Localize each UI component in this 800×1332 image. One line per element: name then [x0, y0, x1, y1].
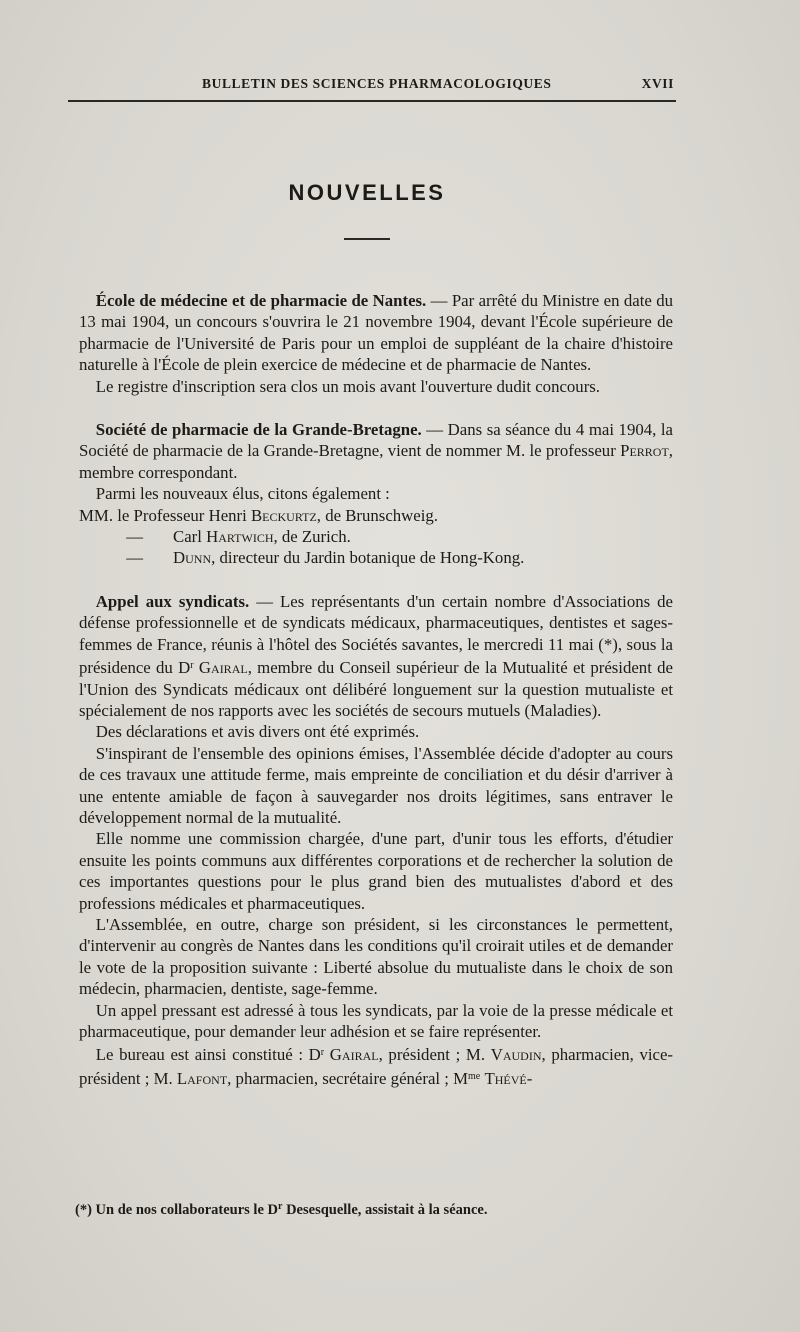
paragraph-text: Le registre d'inscription sera clos un mois avant l'ouverture dudit concours. [95, 376, 601, 396]
section-title: NOUVELLES [288, 180, 446, 205]
paragraph-text: , pharmacien, vice-président ; M. [79, 1045, 673, 1088]
news-heading-appel: Appel aux syndicats. [95, 591, 250, 611]
person-name: Gairal [329, 1045, 379, 1065]
paragraph-text: — Dans sa séance du 4 mai 1904, la Société de pharmacie de la Grande-Bretagne, vient de nommer M. le professeur [79, 420, 673, 461]
news-text-nantes: — Par arrêté du Ministre en date du 13 mai 1904, un concours s'ouvrira le 21 novembre 1904, devant l'École supérieure de pharmacie de l'Université de Paris pour un emploi de suppléant de la chaire d'histoire naturelle à l'École de plein exercice de médecine et de pharmacie de Nantes. [79, 291, 673, 375]
dash: — [126, 548, 143, 568]
paragraph-text: Un appel pressant est adressé à tous les syndicats, par la voie de la presse médicale et pharmaceutique, pour demander leur adhésion et se faire représenter. [79, 1000, 673, 1041]
news-paragraph [79, 743, 673, 829]
list-item [79, 526, 673, 547]
news-item-gb [79, 419, 673, 483]
footnote-text: Desesquelle, assistait à la séance. [282, 1202, 488, 1218]
paragraph-text: Parmi les nouveaux élus, citons également : [95, 484, 390, 504]
paragraph-text: Elle nomme une commission chargée, d'une part, d'unir tous les efforts, d'étudier ensuite les points communs aux différentes corporations et de rechercher la solution de ces importantes questions pour le plus grand bien des mutualistes d'abord et des professions médicales et pharmaceutiques. [79, 829, 673, 913]
news-item-appel [79, 591, 673, 721]
superscript: r [320, 1047, 325, 1059]
person-name: Gairal [198, 658, 248, 678]
list-item [79, 547, 673, 568]
list-text: Carl [173, 527, 207, 547]
news-paragraph [79, 828, 673, 914]
title-rule [344, 238, 390, 240]
paragraph-text: S'inspirant de l'ensemble des opinions émises, l'Assemblée décide d'adopter au cours de ces travaux une attitude ferme, mais empreinte de conciliation et du désir d'arriver à une entente amiable de façon à sauvegarder nos droits légitimes, sans entraver le développement normal de la mutualité. [79, 743, 673, 827]
person-name: Hartwich [206, 527, 274, 547]
dash: — [126, 527, 143, 547]
news-paragraph [79, 721, 673, 742]
paragraph-text: L'Assemblée, en outre, charge son président, si les circonstances le permettent, d'intervenir au congrès de Nantes dans les conditions qu'il croirait utiles et de demander le vote de la proposition suivante : Liberté absolue du mutualiste dans le choix de son médecin, pharmacien, dentiste, sage-femme. [79, 914, 673, 999]
list-item [79, 505, 673, 526]
news-paragraph [79, 1000, 673, 1043]
person-name: Thévé- [484, 1068, 533, 1088]
header-rule [68, 100, 676, 102]
paragraph-text: , membre du Conseil supérieur de la Mutualité et président de l'Union des Syndicats médicaux ont délibéré longuement sur la question mutualiste et spécialement de nos rapports avec les sociétés de secours mutuels (Maladies). [79, 658, 673, 720]
person-name: Beckurtz [250, 505, 317, 525]
person-name: Perrot [620, 441, 669, 461]
person-name: Vaudin [490, 1045, 542, 1065]
paragraph-text: Des déclarations et avis divers ont été exprimés. [95, 722, 420, 742]
paragraph-text: , président ; M. [378, 1045, 491, 1065]
superscript: r [190, 660, 194, 672]
page-number: XVII [641, 76, 674, 91]
list-text: , directeur du Jardin botanique de Hong-Kong. [211, 548, 525, 568]
list-text: , de Brunschweig. [316, 505, 438, 525]
paragraph-text: , pharmacien, secrétaire général ; M [227, 1068, 469, 1088]
news-heading-nantes: École de médecine et de pharmacie de Nantes. [95, 291, 427, 310]
paragraph-text: , membre correspondant. [79, 441, 673, 482]
journal-title: BULLETIN DES SCIENCES PHARMACOLOGIQUES [202, 76, 552, 91]
list-text: , de Zurich. [273, 527, 351, 547]
news-paragraph [79, 1042, 673, 1089]
news-item-nantes [79, 290, 673, 376]
news-paragraph [79, 914, 673, 1000]
news-paragraph [79, 483, 673, 504]
news-heading-gb: Société de pharmacie de la Grande-Bretagne. [95, 420, 422, 440]
footnote [75, 1197, 675, 1220]
running-head [80, 76, 676, 98]
person-name: Lafont [176, 1068, 228, 1088]
list-text: MM. le Professeur Henri [79, 505, 251, 525]
paragraph-text: — Les représentants d'un certain nombre d'Associations de défense professionnelle et de syndicats médicaux, pharmaceutiques, dentistes et sages-femmes de France, réunis à l'hôtel des Sociétés savantes, le mercredi 11 mai (*), sous la présidence du D [79, 591, 673, 678]
superscript: r [278, 1201, 283, 1212]
article-body [79, 290, 673, 1089]
footnote-text: (*) Un de nos collaborateurs le D [75, 1202, 278, 1218]
superscript: me [468, 1070, 481, 1082]
news-paragraph [79, 376, 673, 397]
person-name: Dunn [173, 548, 212, 568]
paragraph-text: Le bureau est ainsi constitué : D [95, 1045, 321, 1065]
elected-list [79, 505, 673, 569]
